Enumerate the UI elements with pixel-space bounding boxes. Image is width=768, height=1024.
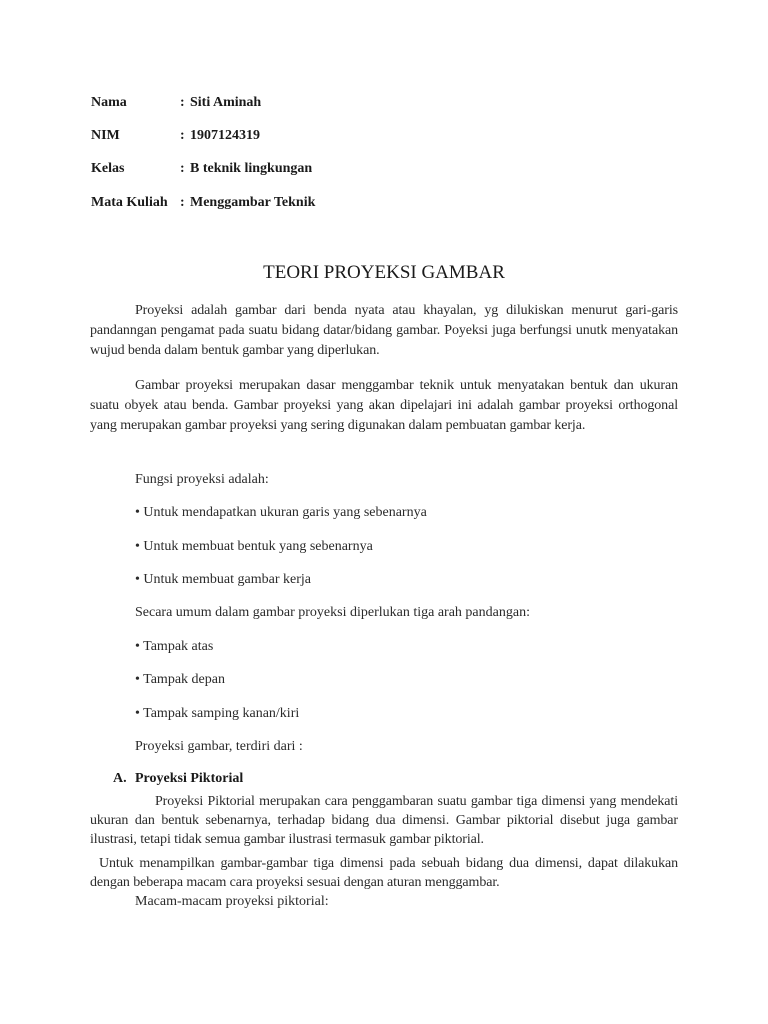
section-title: Proyeksi Piktorial [135,771,244,786]
identity-colon: : [180,195,185,210]
identity-colon: : [180,95,185,110]
identity-row-mata-kuliah [91,194,691,212]
identity-label: Kelas [91,161,125,176]
identity-value: 1907124319 [190,128,260,143]
list-item: • Tampak samping kanan/kiri [135,706,300,721]
terdiri-text: Proyeksi gambar, terdiri dari : [135,739,303,754]
paragraph-tiga-dimensi: Untuk menampilkan gambar-gambar tiga dimensi pada sebuah bidang dua dimensi, dapat dilakukan dengan beberapa macam cara proyeksi sesuai dengan aturan menggambar. [90,856,678,890]
paragraph-definisi [90,301,678,361]
section-letter: A. [113,771,127,786]
identity-label: Nama [91,95,127,110]
paragraph-piktorial [90,792,678,849]
list-item: • Untuk mendapatkan ukuran garis yang sebenarnya [135,505,427,520]
pandangan-intro: Secara umum dalam gambar proyeksi diperlukan tiga arah pandangan: [135,605,530,620]
identity-row-nim [91,127,691,145]
fungsi-intro: Fungsi proyeksi adalah: [135,472,269,487]
list-item: • Tampak depan [135,672,225,687]
identity-label: NIM [91,128,120,143]
macam-intro: Macam-macam proyeksi piktorial: [135,894,329,909]
identity-row-kelas [91,160,691,178]
identity-label: Mata Kuliah [91,195,168,210]
document-title: TEORI PROYEKSI GAMBAR [263,262,505,283]
paragraph-text: Proyeksi adalah gambar dari benda nyata atau khayalan, yg dilukiskan menurut gari-garis pandanngan pengamat pada suatu bidang datar/bidang gambar. Poyeksi juga berfungsi unutk menyatakan wujud benda dalam bentuk gambar yang diperlukan. [90,303,678,358]
paragraph-text: Gambar proyeksi merupakan dasar menggambar teknik untuk menyatakan bentuk dan ukuran suatu obyek atau benda. Gambar proyeksi yang akan dipelajari ini adalah gambar proyeksi orthogonal yang merupakan gambar proyeksi yang sering digunakan dalam pembuatan gambar kerja. [90,378,678,433]
list-item: • Untuk membuat bentuk yang sebenarnya [135,539,373,554]
identity-row-nama [91,94,691,112]
list-item: • Tampak atas [135,639,214,654]
identity-value: Siti Aminah [190,95,262,110]
paragraph-gambar-proyeksi [90,376,678,436]
list-item: • Untuk membuat gambar kerja [135,572,311,587]
identity-value: B teknik lingkungan [190,161,313,176]
section-heading [113,770,243,788]
identity-colon: : [180,161,185,176]
paragraph-text: Proyeksi Piktorial merupakan cara penggambaran suatu gambar tiga dimensi yang mendekati ukuran dan bentuk sebenarnya, terhadap bidang dua dimensi. Gambar piktorial disebut juga gambar ilustrasi, tetapi tidak semua gambar ilustrasi termasuk gambar piktorial. [90,794,678,847]
identity-value: Menggambar Teknik [190,195,316,210]
identity-colon: : [180,128,185,143]
